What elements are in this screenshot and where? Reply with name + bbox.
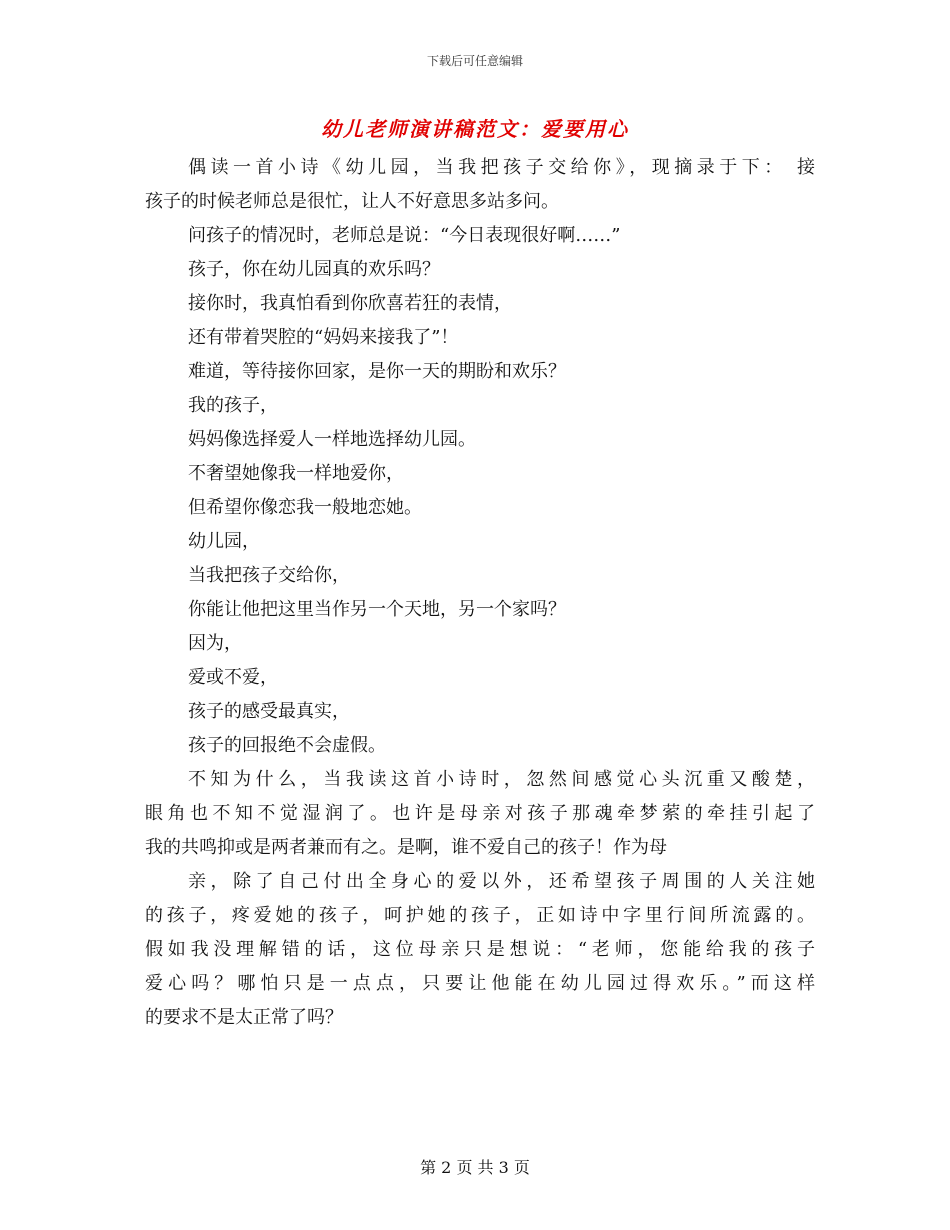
text-line: 当我把孩子交给你， xyxy=(188,565,350,586)
text-line: 的孩子，疼爱她的孩子，呵护她的孩子，正如诗中字里行间所流露的。 xyxy=(145,905,815,926)
text-line: 接你时，我真怕看到你欣喜若狂的表情， xyxy=(188,293,512,314)
text-line: 我的共鸣抑或是两者兼而有之。是啊，谁不爱自己的孩子！作为母 xyxy=(145,837,667,858)
text-line: 难道，等待接你回家，是你一天的期盼和欢乐？ xyxy=(188,361,566,382)
text-line: 不奢望她像我一样地爱你， xyxy=(188,463,404,484)
text-line: 因为， xyxy=(188,633,242,654)
text-line: 我的孩子， xyxy=(188,395,278,416)
text-line: 亲，除了自己付出全身心的爱以外，还希望孩子周围的人关注她 xyxy=(188,871,815,892)
text-line: 不知为什么，当我读这首小诗时，忽然间感觉心头沉重又酸楚， xyxy=(188,769,815,790)
text-line: 你能让他把这里当作另一个天地，另一个家吗？ xyxy=(188,599,566,620)
text-line: 孩子的回报绝不会虚假。 xyxy=(188,735,386,756)
text-line: 假如我没理解错的话，这位母亲只是想说：“老师，您能给我的孩子 xyxy=(145,939,815,960)
text-line: 的要求不是太正常了吗？ xyxy=(145,1007,343,1028)
text-line: 还有带着哭腔的“妈妈来接我了”！ xyxy=(188,327,459,348)
text-line: 爱或不爱， xyxy=(188,667,278,688)
document-title: 幼儿老师演讲稿范文：爱要用心 xyxy=(321,117,629,141)
page-header: 下载后可任意编辑 xyxy=(426,54,523,68)
text-line: 幼儿园， xyxy=(188,531,260,552)
document-body xyxy=(145,151,815,1035)
text-line: 问孩子的情况时，老师总是说：“今日表现很好啊……” xyxy=(188,225,621,246)
text-line: 爱心吗？哪怕只是一点点，只要让他能在幼儿园过得欢乐。”而这样 xyxy=(145,973,815,994)
text-line: 偶读一首小诗《幼儿园，当我把孩子交给你》，现摘录于下： 接 xyxy=(188,157,815,178)
page-footer: 第 2 页 共 3 页 xyxy=(420,1158,530,1177)
text-line: 孩子的感受最真实， xyxy=(188,701,350,722)
text-line: 孩子，你在幼儿园真的欢乐吗？ xyxy=(188,259,440,280)
text-line: 但希望你像恋我一般地恋她。 xyxy=(188,497,422,518)
text-line: 妈妈像选择爱人一样地选择幼儿园。 xyxy=(188,429,476,450)
text-line: 孩子的时候老师总是很忙，让人不好意思多站多问。 xyxy=(145,191,559,212)
text-line: 眼角也不知不觉湿润了。也许是母亲对孩子那魂牵梦萦的牵挂引起了 xyxy=(145,803,815,824)
